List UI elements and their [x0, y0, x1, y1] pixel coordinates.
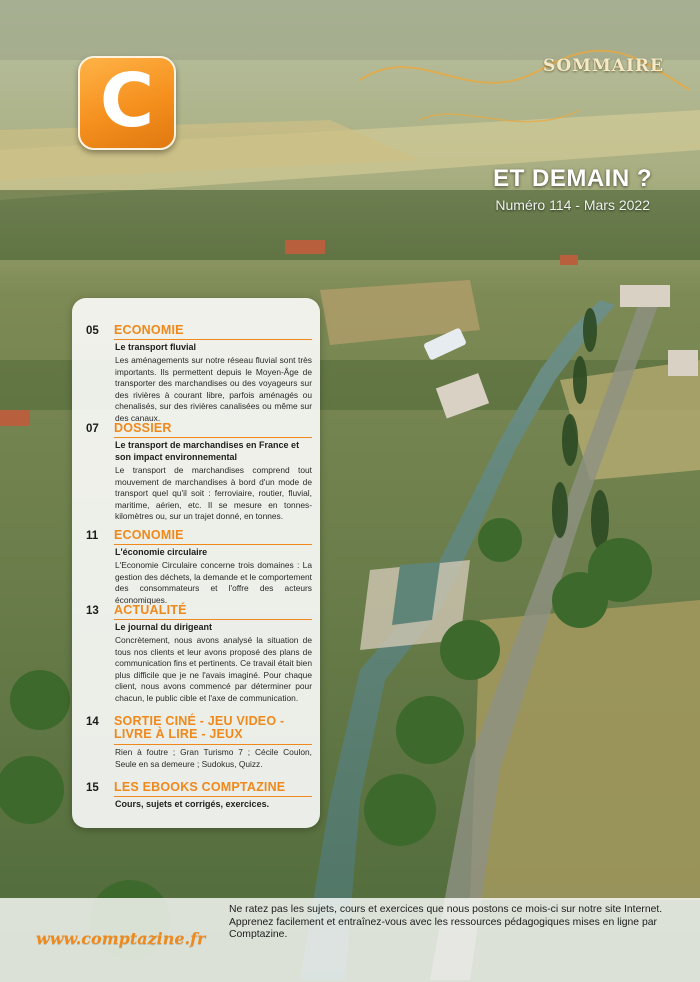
section-heading: SORTIE CINÉ - JEU VIDEO - LIVRE À LIRE - JEUX: [114, 714, 285, 741]
comptazine-logo: [78, 56, 176, 150]
section-heading: LES EBOOKS COMPTAZINE: [114, 780, 286, 794]
article-title: L'économie circulaire: [115, 547, 208, 557]
website-link[interactable]: www.comptazine.fr: [36, 929, 206, 948]
page-number: 13: [86, 605, 99, 617]
divider: [114, 619, 312, 620]
section-heading: ECONOMIE: [114, 528, 184, 542]
section-heading: DOSSIER: [114, 421, 172, 435]
divider: [114, 339, 312, 340]
summary-panel: [72, 298, 320, 828]
section-heading: ECONOMIE: [114, 323, 184, 337]
issue-number: Numéro 114 - Mars 2022: [495, 197, 650, 213]
article-summary: Concrètement, nous avons analysé la situation de tous nos clients et leur avons proposé des plans de communication fins et pertinents. Ce travail était bien plus difficile que je ne l'avais imaginé. Pour chaque client, nous avons commencé par déterminer pour chacun, le public cible et l'axe de communication.: [115, 635, 312, 703]
article-summary: Rien à foutre ; Gran Turismo 7 ; Cécile Coulon, Seule en sa demeure ; Sudokus, Quizz.: [115, 747, 312, 769]
page-number: 05: [86, 325, 99, 337]
issue-title: ET DEMAIN ?: [493, 165, 652, 192]
section-label: SOMMAIRE: [543, 56, 664, 76]
article-summary: L'Economie Circulaire concerne trois domaines : La gestion des déchets, la demande et le comportement des consommateurs et l'offre des acteurs économiques.: [115, 560, 312, 605]
divider: [114, 544, 312, 545]
divider: [114, 437, 312, 438]
page-number: 15: [86, 782, 99, 794]
divider: [114, 796, 312, 797]
footer-note: Ne ratez pas les sujets, cours et exercices que nous postons ce mois-ci sur notre site Internet. Apprenez facilement et entraînez-vous avec les ressources pédagogiques mises en ligne par Comptazine.: [229, 904, 663, 941]
logo-letter: C: [99, 58, 155, 144]
article-title: Le journal du dirigeant: [115, 622, 213, 632]
article-title: Le transport fluvial: [115, 342, 197, 352]
article-title: Le transport de marchandises en France et son impact environnemental: [115, 440, 300, 462]
page-number: 07: [86, 423, 99, 435]
section-heading: ACTUALITÉ: [114, 603, 187, 617]
page-number: 11: [86, 530, 99, 542]
article-summary: Les aménagements sur notre réseau fluvial sont très importants. Ils permettent depuis le Moyen-Âge de transporter des marchandises ou des voyageurs sur des rivières à courant libre, parfois aménagés ou chenalisés, sur des rivières canalisées ou même sur des canaux.: [115, 355, 312, 423]
article-summary: Le transport de marchandises comprend tout mouvement de marchandises à bord d'un mode de transport quel qu'il soit : ferroviaire, routier, fluvial, maritime, aérien, etc. Il se mesure en tonnes-kilomètres ou, sur un trajet donné, en tonnes.: [115, 465, 312, 521]
divider: [114, 744, 312, 745]
page-number: 14: [86, 716, 99, 728]
article-title: Cours, sujets et corrigés, exercices.: [115, 799, 270, 809]
